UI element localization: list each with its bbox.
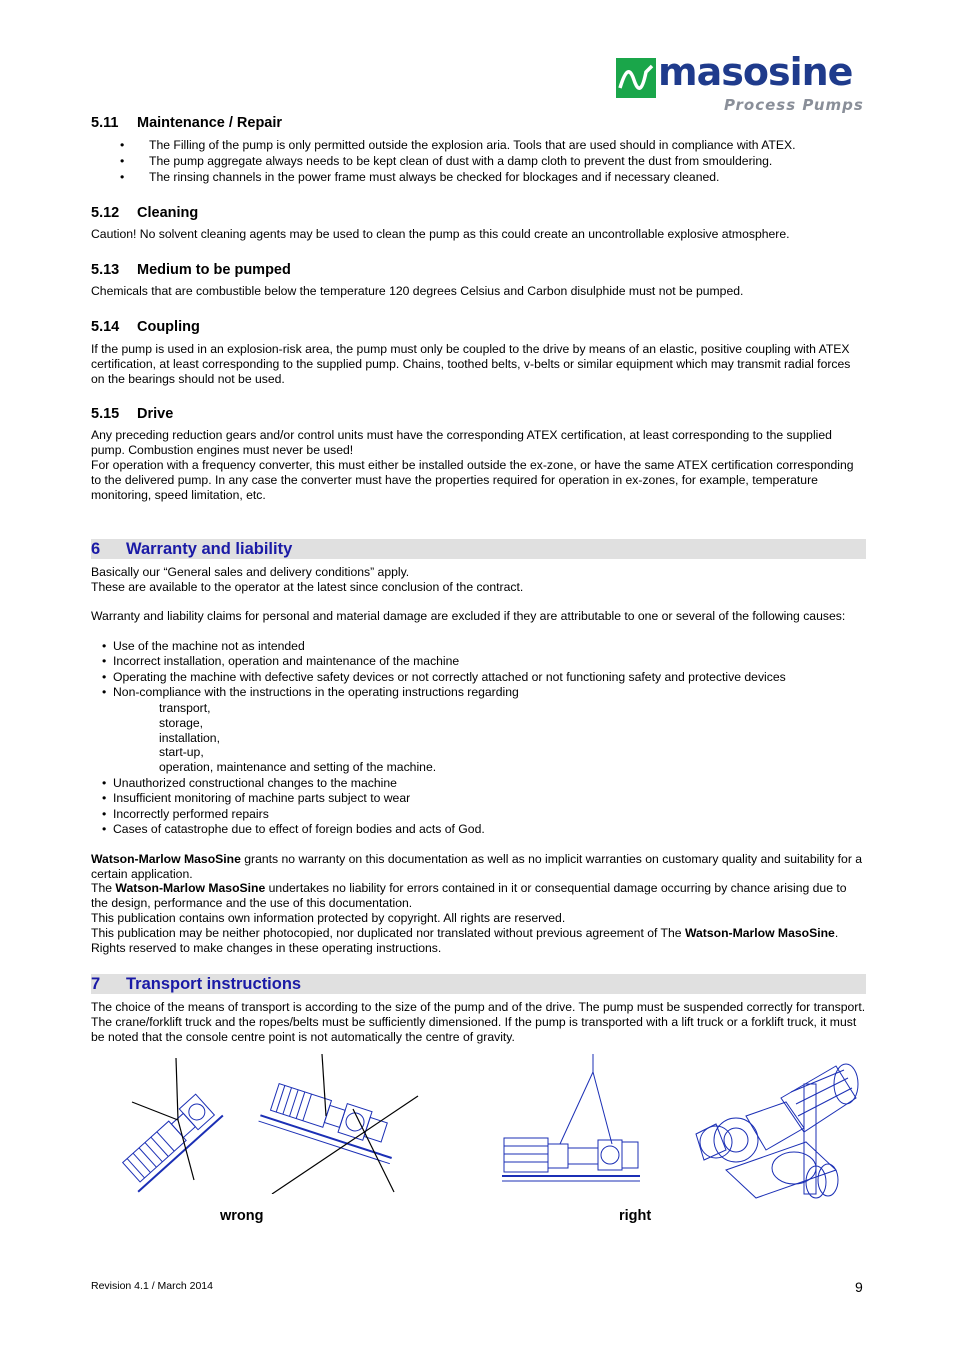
caption-wrong: wrong — [220, 1208, 264, 1224]
list-item: • Cases of catastrophe due to effect of foreign bodies and acts of God. — [91, 822, 866, 837]
section-6-band — [91, 539, 866, 559]
right-lifting-figure-2 — [686, 1058, 864, 1203]
list-item: transport, — [159, 701, 211, 715]
list-item: • The rinsing channels in the power frame must always be checked for blockages and if necessary cleaned. — [91, 170, 866, 186]
drive-text-1: Any preceding reduction gears and/or control units must have the corresponding ATEX certification, at least corresponding to the supplied pump. Combustion engines must never be used! — [91, 428, 832, 457]
transport-text: The choice of the means of transport is according to the size of the pump and of the drive. The pump must be suspended correctly for transport. The crane/forklift truck and the ropes/belts must be sufficiently dimensioned. If the pump is transported with a lift truck or a forklift truck, it must be noted that the console centre point is not automatically the centre of gravity. — [91, 1000, 866, 1044]
wrong-lifting-figure-2 — [258, 1054, 423, 1194]
list-item: • Insufficient monitoring of machine parts subject to wear — [91, 791, 866, 806]
wrong-lifting-figure-1 — [96, 1058, 226, 1193]
list-item: • Non-compliance with the instructions in the operating instructions regarding — [91, 685, 866, 700]
heading-5-15: 5.15 Drive — [91, 406, 174, 422]
warranty-causes-b — [91, 776, 866, 838]
heading-5-11: 5.11 Maintenance / Repair — [91, 115, 283, 131]
warranty-intro-2: These are available to the operator at the latest since conclusion of the contract. — [91, 580, 524, 594]
heading-6: 6 Warranty and liability — [91, 540, 293, 558]
coupling-text: If the pump is used in an explosion-risk area, the pump must only be coupled to the drive by means of an elastic, positive coupling with ATEX certification, at least corresponding to the supplied pump. Chains, toothed belts, v-belts or similar equipment which may transmit radial forces on the bearings should not be used. — [91, 342, 851, 386]
heading-5-12: 5.12 Cleaning — [91, 205, 199, 221]
warranty-causes-a — [91, 639, 866, 701]
warranty-intro-3: Warranty and liability claims for personal and material damage are excluded if they are attributable to one or several of the following causes: — [91, 609, 846, 623]
list-item: operation, maintenance and setting of the machine. — [159, 760, 437, 775]
warranty-intro-1: Basically our “General sales and delivery conditions” apply. — [91, 565, 410, 579]
list-item: • Incorrectly performed repairs — [91, 807, 866, 822]
list-item: • The Filling of the pump is only permitted outside the explosion aria. Tools that are used should in compliance with ATEX. — [91, 138, 866, 154]
heading-7: 7 Transport instructions — [91, 975, 302, 993]
list-item: start-up, — [159, 745, 204, 760]
list-item: • Incorrect installation, operation and maintenance of the machine — [91, 654, 866, 669]
list-item: • Operating the machine with defective safety devices or not correctly attached or not functioning safety and protective devices — [91, 670, 866, 685]
logo-wave-icon — [616, 58, 656, 98]
warranty-para-4: This publication may be neither photocopied, nor duplicated nor translated without previous agreement of The Watson-Marlow MasoSine. Rights reserved to make changes in these operating instructions. — [91, 926, 839, 955]
footer-revision: Revision 4.1 / March 2014 — [91, 1280, 213, 1292]
masosine-logo — [614, 50, 866, 116]
maintenance-bullets — [91, 138, 866, 186]
list-item: storage, — [159, 715, 204, 730]
warranty-para-2: The Watson-Marlow MasoSine undertakes no liability for errors contained in it or consequential damage occurring by chance arising due to the design, performance and the use of this documentation. — [91, 881, 847, 910]
list-item: • Use of the machine not as intended — [91, 639, 866, 654]
logo-wordmark: masosine — [658, 50, 853, 94]
heading-5-14: 5.14 Coupling — [91, 319, 200, 335]
warranty-para-1: Watson-Marlow MasoSine grants no warranty on this documentation as well as no implicit warranties on customary quality and suitability for a certain application. — [91, 852, 863, 881]
cleaning-text: Caution! No solvent cleaning agents may be used to clean the pump as this could create an uncontrollable explosive atmosphere. — [91, 227, 790, 241]
list-item: • Unauthorized constructional changes to the machine — [91, 776, 866, 791]
section-7-band — [91, 974, 866, 994]
list-item: installation, — [159, 730, 220, 745]
warranty-para-3: This publication contains own information protected by copyright. All rights are reserved. — [91, 911, 566, 925]
heading-5-13: 5.13 Medium to be pumped — [91, 262, 291, 278]
drive-text-2: For operation with a frequency converter, this must either be installed outside the ex-zone, or have the same ATEX certification corresponding to the delivered pump. In any case the converter must have the properties required for operation in ex-zones, for example, temperature monitoring, speed limitation, etc. — [91, 458, 854, 502]
page-number: 9 — [855, 1279, 863, 1295]
caption-right: right — [619, 1208, 652, 1224]
medium-text: Chemicals that are combustible below the temperature 120 degrees Celsius and Carbon disulphide must not be pumped. — [91, 284, 744, 298]
list-item: • The pump aggregate always needs to be kept clean of dust with a damp cloth to prevent the dust from smouldering. — [91, 154, 866, 170]
logo-tagline: Process Pumps — [724, 96, 864, 114]
right-lifting-figure-1 — [500, 1052, 645, 1187]
warranty-sub-list — [159, 701, 436, 775]
